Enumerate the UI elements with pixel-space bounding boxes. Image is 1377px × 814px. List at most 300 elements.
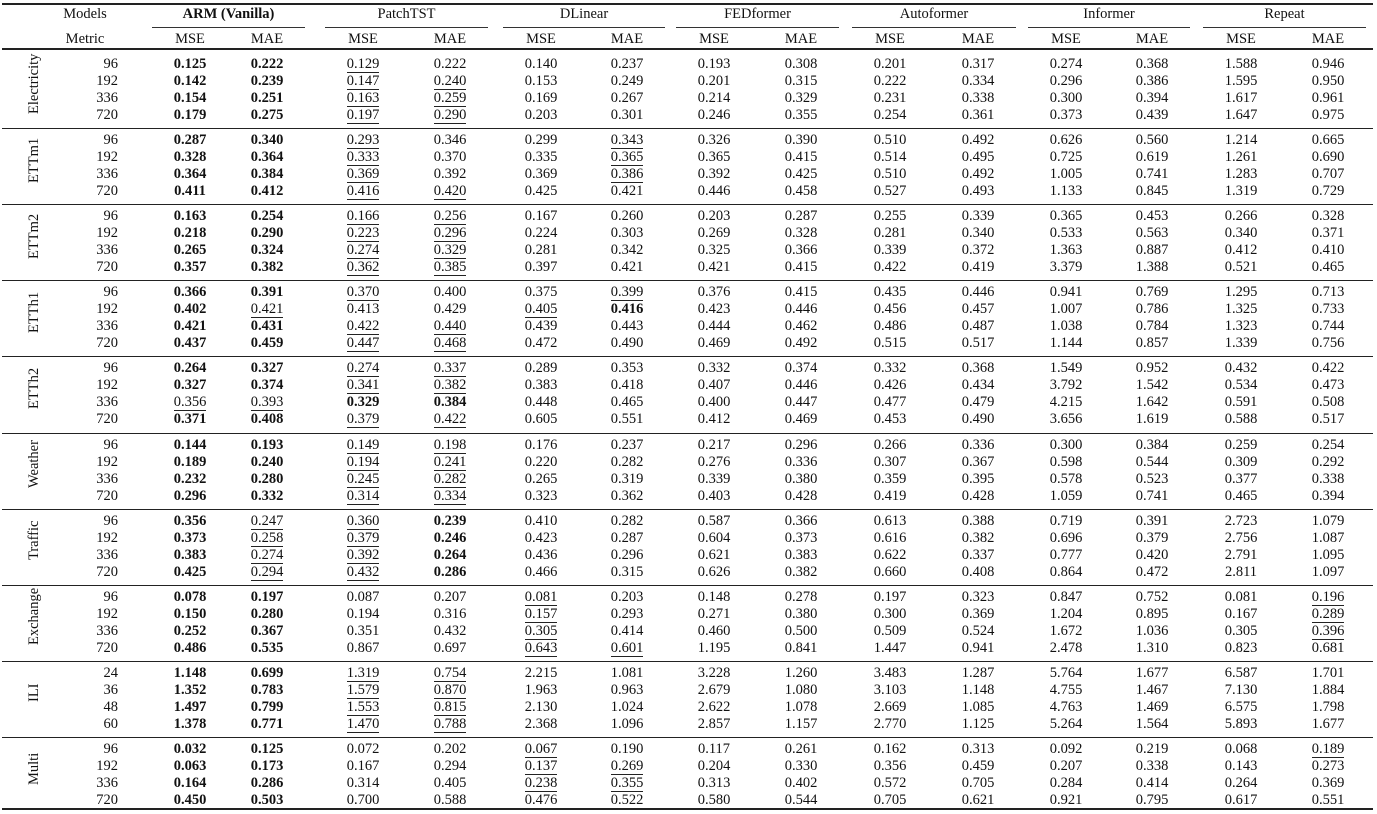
horizon-label: 720 — [96, 411, 118, 428]
cell-value: 0.176 — [524, 436, 558, 453]
cell-value: 3.228 — [697, 664, 731, 681]
cell-value: 0.271 — [697, 605, 731, 622]
cell-value: 0.415 — [784, 149, 818, 166]
table-cell — [855, 73, 925, 90]
table-cell — [1293, 360, 1363, 377]
cell-value: 0.343 — [610, 132, 644, 149]
cell-value: 0.296 — [610, 546, 644, 563]
table-cell — [506, 318, 576, 335]
table-cell — [232, 606, 302, 623]
table-cell — [943, 547, 1013, 564]
table-cell — [679, 301, 749, 318]
table-cell — [328, 665, 398, 682]
table-cell — [1117, 682, 1187, 699]
cell-value: 0.197 — [873, 588, 907, 605]
cell-value: 0.220 — [524, 453, 558, 470]
cell-value: 0.239 — [250, 73, 284, 89]
table-cell — [766, 699, 836, 716]
table-cell — [232, 259, 302, 276]
table-cell — [232, 682, 302, 699]
cell-value: 0.486 — [873, 318, 907, 335]
cell-value: 0.394 — [1135, 90, 1169, 106]
table-cell — [679, 547, 749, 564]
table-cell — [506, 107, 576, 124]
cell-value: 0.167 — [346, 757, 380, 774]
table-cell — [155, 284, 225, 301]
table-cell — [679, 665, 749, 682]
cell-value: 0.426 — [873, 377, 907, 394]
cell-value: 0.415 — [784, 259, 818, 276]
cell-value: 0.142 — [173, 73, 207, 89]
table-cell — [232, 547, 302, 564]
table-cell — [855, 208, 925, 225]
table-cell — [1031, 242, 1101, 259]
cell-value: 1.469 — [1135, 698, 1169, 715]
horizon-label: 192 — [96, 73, 118, 89]
cell-value: 0.769 — [1135, 284, 1169, 301]
cell-value: 0.616 — [873, 529, 907, 546]
table-cell — [1117, 513, 1187, 530]
horizon-label: 192 — [96, 453, 118, 470]
table-cell — [1293, 513, 1363, 530]
group-separator — [2, 661, 1373, 662]
group-separator — [2, 280, 1373, 281]
cell-value: 0.729 — [1311, 183, 1345, 200]
cell-value: 2.770 — [873, 715, 907, 732]
cell-value: 3.656 — [1049, 411, 1083, 428]
table-cell — [415, 360, 485, 377]
table-cell — [328, 132, 398, 149]
cell-value: 1.588 — [1224, 56, 1258, 72]
cell-value: 1.024 — [610, 698, 644, 715]
cell-value: 0.492 — [961, 166, 995, 183]
cell-value: 0.364 — [173, 166, 207, 183]
cell-value: 0.465 — [1224, 487, 1258, 504]
cell-value: 0.533 — [1049, 225, 1083, 242]
table-cell — [1031, 741, 1101, 758]
table-cell — [328, 623, 398, 640]
dataset-label: ETTh2 — [26, 367, 42, 409]
table-cell — [1293, 530, 1363, 547]
table-cell — [592, 471, 662, 488]
table-cell — [855, 437, 925, 454]
cell-value: 0.301 — [610, 107, 644, 123]
table-cell — [943, 623, 1013, 640]
table-cell — [943, 377, 1013, 394]
cell-value: 0.239 — [433, 512, 467, 529]
table-cell — [1117, 259, 1187, 276]
horizon-label: 720 — [96, 335, 118, 352]
cell-value: 0.643 — [524, 639, 558, 656]
model-cmidrule — [1203, 27, 1366, 28]
cell-value: 1.677 — [1135, 664, 1169, 681]
table-cell — [766, 758, 836, 775]
table-cell — [943, 589, 1013, 606]
cell-value: 0.421 — [610, 259, 644, 276]
cell-value: 0.289 — [524, 360, 558, 377]
horizon-label: 96 — [103, 284, 118, 301]
cell-value: 0.319 — [610, 470, 644, 487]
cell-value: 0.368 — [1135, 56, 1169, 72]
table-cell — [415, 488, 485, 505]
table-cell — [1293, 284, 1363, 301]
cell-value: 0.293 — [346, 132, 380, 149]
table-cell — [1031, 665, 1101, 682]
cell-value: 1.080 — [784, 681, 818, 698]
table-cell — [232, 530, 302, 547]
cell-value: 0.256 — [433, 208, 467, 225]
table-cell — [232, 564, 302, 581]
cell-value: 1.642 — [1135, 394, 1169, 411]
cell-value: 0.436 — [524, 546, 558, 563]
table-cell — [1206, 640, 1276, 657]
table-cell — [1293, 471, 1363, 488]
cell-value: 0.194 — [346, 453, 380, 470]
cell-value: 0.578 — [1049, 470, 1083, 487]
cell-value: 0.383 — [784, 546, 818, 563]
cell-value: 0.700 — [346, 791, 380, 808]
table-cell — [1206, 183, 1276, 200]
cell-value: 0.367 — [961, 453, 995, 470]
table-cell — [943, 107, 1013, 124]
cell-value: 0.841 — [784, 639, 818, 656]
table-cell — [1117, 149, 1187, 166]
cell-value: 0.457 — [961, 301, 995, 318]
cell-value: 0.383 — [173, 546, 207, 563]
cell-value: 0.725 — [1049, 149, 1083, 166]
cell-value: 0.232 — [173, 470, 207, 487]
table-cell — [679, 792, 749, 809]
table-cell — [155, 758, 225, 775]
cell-value: 0.373 — [784, 529, 818, 546]
cell-value: 0.269 — [697, 225, 731, 242]
cell-value: 0.328 — [784, 225, 818, 242]
cell-value: 0.379 — [346, 411, 380, 428]
table-cell — [943, 606, 1013, 623]
cell-value: 0.299 — [524, 132, 558, 149]
dataset-label: Weather — [26, 440, 42, 489]
horizon-label: 720 — [96, 563, 118, 580]
table-cell — [1293, 318, 1363, 335]
cell-value: 0.357 — [173, 259, 207, 276]
table-cell — [155, 208, 225, 225]
table-cell — [1117, 394, 1187, 411]
table-cell — [592, 454, 662, 471]
table-cell — [1206, 107, 1276, 124]
table-cell — [1031, 606, 1101, 623]
table-cell — [415, 699, 485, 716]
cell-value: 1.097 — [1311, 563, 1345, 580]
table-cell — [855, 682, 925, 699]
cell-value: 1.564 — [1135, 715, 1169, 732]
cell-value: 0.129 — [346, 56, 380, 72]
cell-value: 0.376 — [697, 284, 731, 301]
cell-value: 0.150 — [173, 605, 207, 622]
cell-value: 0.500 — [784, 622, 818, 639]
table-cell — [328, 488, 398, 505]
table-cell — [943, 471, 1013, 488]
table-cell — [506, 208, 576, 225]
table-cell — [1117, 699, 1187, 716]
cell-value: 0.287 — [784, 208, 818, 225]
cell-value: 0.422 — [346, 318, 380, 335]
table-cell — [766, 73, 836, 90]
horizon-label: 336 — [96, 90, 118, 106]
table-cell — [155, 775, 225, 792]
cell-value: 0.476 — [524, 791, 558, 808]
table-cell — [415, 301, 485, 318]
table-cell — [415, 471, 485, 488]
cell-value: 0.261 — [784, 740, 818, 757]
table-cell — [155, 259, 225, 276]
cell-value: 0.756 — [1311, 335, 1345, 352]
table-cell — [506, 665, 576, 682]
table-cell — [1293, 741, 1363, 758]
table-cell — [679, 682, 749, 699]
cell-value: 0.334 — [433, 487, 467, 504]
table-cell — [943, 73, 1013, 90]
table-cell — [415, 411, 485, 428]
table-cell — [1117, 437, 1187, 454]
cell-value: 1.497 — [173, 698, 207, 715]
cell-value: 0.392 — [346, 546, 380, 563]
table-cell — [1117, 242, 1187, 259]
table-cell — [415, 547, 485, 564]
table-cell — [766, 589, 836, 606]
cell-value: 0.450 — [173, 791, 207, 808]
table-cell — [1206, 360, 1276, 377]
horizon-label: 336 — [96, 546, 118, 563]
cell-value: 0.799 — [250, 698, 284, 715]
table-cell — [1293, 589, 1363, 606]
table-cell — [1206, 530, 1276, 547]
table-cell — [155, 377, 225, 394]
cell-value: 0.342 — [610, 242, 644, 259]
table-cell — [1117, 471, 1187, 488]
table-cell — [232, 183, 302, 200]
cell-value: 0.713 — [1311, 284, 1345, 301]
cell-value: 0.605 — [524, 411, 558, 428]
dataset-label: ETTh1 — [26, 291, 42, 333]
metric-header: MSE — [699, 31, 729, 47]
table-cell — [592, 225, 662, 242]
cell-value: 0.428 — [784, 487, 818, 504]
cell-value: 1.470 — [346, 715, 380, 732]
model-header: DLinear — [559, 6, 609, 22]
table-cell — [155, 606, 225, 623]
table-cell — [1293, 547, 1363, 564]
cell-value: 0.414 — [1135, 774, 1169, 791]
cell-value: 5.764 — [1049, 664, 1083, 681]
table-cell — [1293, 107, 1363, 124]
cell-value: 1.195 — [697, 639, 731, 656]
cell-value: 0.137 — [524, 757, 558, 774]
table-cell — [328, 73, 398, 90]
cell-value: 0.588 — [433, 791, 467, 808]
cell-value: 0.617 — [1224, 791, 1258, 808]
cell-value: 0.523 — [1135, 470, 1169, 487]
table-cell — [1031, 208, 1101, 225]
table-cell — [1206, 547, 1276, 564]
cell-value: 0.223 — [346, 225, 380, 242]
table-cell — [1293, 132, 1363, 149]
cell-value: 1.798 — [1311, 698, 1345, 715]
table-cell — [1293, 183, 1363, 200]
table-cell — [1206, 792, 1276, 809]
cell-value: 0.367 — [250, 622, 284, 639]
table-cell — [679, 259, 749, 276]
cell-value: 0.405 — [524, 301, 558, 318]
table-cell — [1206, 606, 1276, 623]
table-cell — [679, 775, 749, 792]
table-cell — [155, 411, 225, 428]
cell-value: 0.328 — [173, 149, 207, 166]
cell-value: 0.323 — [961, 588, 995, 605]
table-cell — [592, 73, 662, 90]
cell-value: 0.416 — [346, 183, 380, 200]
cell-value: 6.587 — [1224, 664, 1258, 681]
table-cell — [592, 547, 662, 564]
cell-value: 0.975 — [1311, 107, 1345, 123]
cell-value: 0.493 — [961, 183, 995, 200]
table-cell — [679, 56, 749, 73]
cell-value: 0.266 — [1224, 208, 1258, 225]
cell-value: 0.699 — [250, 664, 284, 681]
cell-value: 0.741 — [1135, 487, 1169, 504]
table-cell — [1031, 225, 1101, 242]
cell-value: 2.756 — [1224, 529, 1258, 546]
table-cell — [1293, 377, 1363, 394]
table-cell — [855, 741, 925, 758]
table-cell — [155, 56, 225, 73]
table-cell — [155, 107, 225, 124]
table-cell — [679, 640, 749, 657]
cell-value: 1.007 — [1049, 301, 1083, 318]
cell-value: 0.149 — [346, 436, 380, 453]
table-cell — [1293, 775, 1363, 792]
cell-value: 0.327 — [250, 360, 284, 377]
cell-value: 0.950 — [1311, 73, 1345, 89]
group-separator — [2, 433, 1373, 434]
table-cell — [328, 716, 398, 733]
cell-value: 0.157 — [524, 605, 558, 622]
table-cell — [855, 149, 925, 166]
metric-header: MSE — [875, 31, 905, 47]
table-cell — [1031, 699, 1101, 716]
cell-value: 0.260 — [610, 208, 644, 225]
cell-value: 0.204 — [697, 757, 731, 774]
cell-value: 0.487 — [961, 318, 995, 335]
cell-value: 0.665 — [1311, 132, 1345, 149]
horizon-label: 336 — [96, 242, 118, 259]
horizon-label: 192 — [96, 301, 118, 318]
table-cell — [1117, 225, 1187, 242]
table-cell — [506, 716, 576, 733]
table-cell — [155, 513, 225, 530]
table-cell — [328, 775, 398, 792]
cell-value: 0.946 — [1311, 56, 1345, 72]
table-cell — [506, 166, 576, 183]
cell-value: 1.325 — [1224, 301, 1258, 318]
table-cell — [1293, 56, 1363, 73]
table-cell — [328, 437, 398, 454]
table-cell — [1031, 564, 1101, 581]
table-cell — [1031, 513, 1101, 530]
table-cell — [155, 488, 225, 505]
cell-value: 0.254 — [873, 107, 907, 123]
cell-value: 0.446 — [784, 301, 818, 318]
cell-value: 0.823 — [1224, 639, 1258, 656]
table-cell — [592, 758, 662, 775]
cell-value: 0.421 — [173, 318, 207, 335]
horizon-label: 24 — [103, 664, 118, 681]
cell-value: 0.369 — [346, 166, 380, 183]
cell-value: 0.402 — [173, 301, 207, 318]
cell-value: 0.410 — [1311, 242, 1345, 259]
cell-value: 0.619 — [1135, 149, 1169, 166]
cell-value: 0.245 — [346, 470, 380, 487]
cell-value: 3.103 — [873, 681, 907, 698]
cell-value: 0.591 — [1224, 394, 1258, 411]
table-cell — [328, 411, 398, 428]
cell-value: 0.419 — [961, 259, 995, 276]
cell-value: 0.068 — [1224, 740, 1258, 757]
table-cell — [232, 107, 302, 124]
table-cell — [155, 623, 225, 640]
horizon-label: 720 — [96, 259, 118, 276]
table-cell — [1117, 411, 1187, 428]
table-cell — [506, 758, 576, 775]
table-cell — [328, 589, 398, 606]
table-cell — [506, 564, 576, 581]
table-cell — [855, 284, 925, 301]
table-cell — [1117, 377, 1187, 394]
cell-value: 0.460 — [697, 622, 731, 639]
table-cell — [855, 90, 925, 107]
cell-value: 0.425 — [524, 183, 558, 200]
cell-value: 2.791 — [1224, 546, 1258, 563]
cell-value: 0.356 — [873, 757, 907, 774]
table-cell — [155, 741, 225, 758]
horizon-label: 336 — [96, 166, 118, 183]
cell-value: 1.388 — [1135, 259, 1169, 276]
table-cell — [506, 775, 576, 792]
table-cell — [415, 513, 485, 530]
cell-value: 0.276 — [697, 453, 731, 470]
table-cell — [328, 513, 398, 530]
cell-value: 0.369 — [961, 605, 995, 622]
cell-value: 0.696 — [1049, 529, 1083, 546]
table-cell — [592, 259, 662, 276]
cell-value: 0.316 — [433, 605, 467, 622]
table-cell — [155, 90, 225, 107]
cell-value: 0.274 — [346, 360, 380, 377]
table-cell — [1206, 335, 1276, 352]
cell-value: 0.300 — [873, 605, 907, 622]
table-cell — [1206, 225, 1276, 242]
cell-value: 0.447 — [346, 335, 380, 352]
table-cell — [1293, 564, 1363, 581]
cell-value: 0.466 — [524, 563, 558, 580]
cell-value: 0.952 — [1135, 360, 1169, 377]
cell-value: 1.085 — [961, 698, 995, 715]
table-cell — [506, 377, 576, 394]
table-cell — [155, 73, 225, 90]
cell-value: 6.575 — [1224, 698, 1258, 715]
cell-value: 0.391 — [250, 284, 284, 301]
table-cell — [506, 589, 576, 606]
table-cell — [232, 589, 302, 606]
